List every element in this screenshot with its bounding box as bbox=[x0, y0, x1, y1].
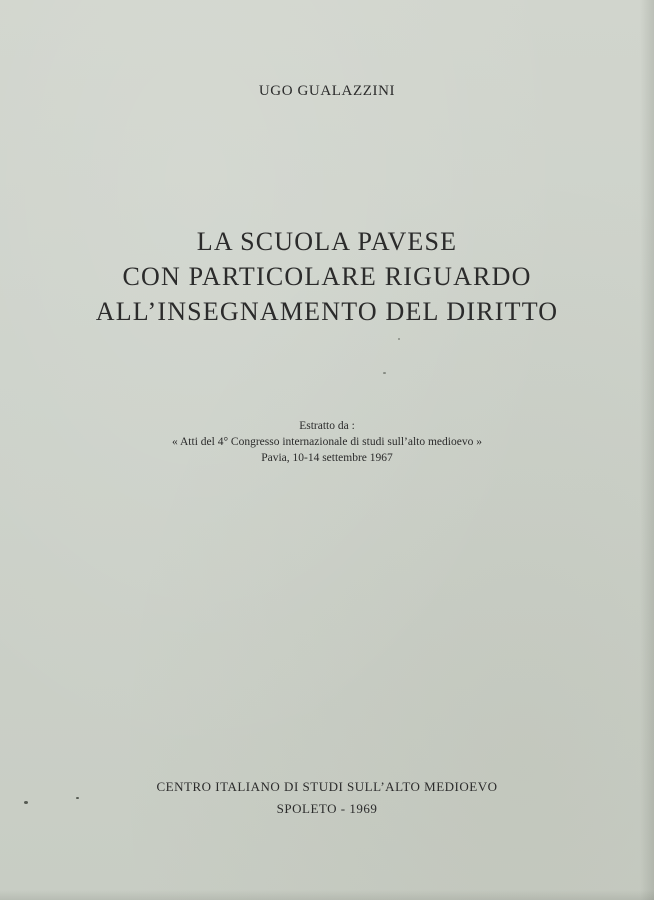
title-line-3: ALL’INSEGNAMENTO DEL DIRITTO bbox=[95, 297, 559, 326]
extract-note bbox=[0, 418, 654, 466]
title-line-2: CON PARTICOLARE RIGUARDO bbox=[122, 262, 532, 291]
book-title bbox=[0, 224, 654, 329]
paper-speck bbox=[398, 338, 400, 340]
publisher-name: CENTRO ITALIANO DI STUDI SULL’ALTO MEDIOEVO bbox=[156, 779, 498, 794]
extract-source: « Atti del 4° Congresso internazionale di studi sull’alto medioevo » bbox=[172, 436, 482, 448]
title-line-1: LA SCUOLA PAVESE bbox=[196, 227, 458, 256]
paper-speck bbox=[24, 801, 28, 804]
extract-intro: Estratto da : bbox=[299, 420, 355, 432]
publisher-place-year: SPOLETO - 1969 bbox=[276, 801, 378, 816]
paper-speck bbox=[383, 372, 386, 374]
page-bottom-shadow bbox=[0, 890, 654, 900]
publisher-block bbox=[0, 776, 654, 820]
extract-place-date: Pavia, 10-14 settembre 1967 bbox=[261, 452, 393, 464]
paper-speck bbox=[76, 797, 79, 799]
author-name: UGO GUALAZZINI bbox=[258, 83, 396, 99]
